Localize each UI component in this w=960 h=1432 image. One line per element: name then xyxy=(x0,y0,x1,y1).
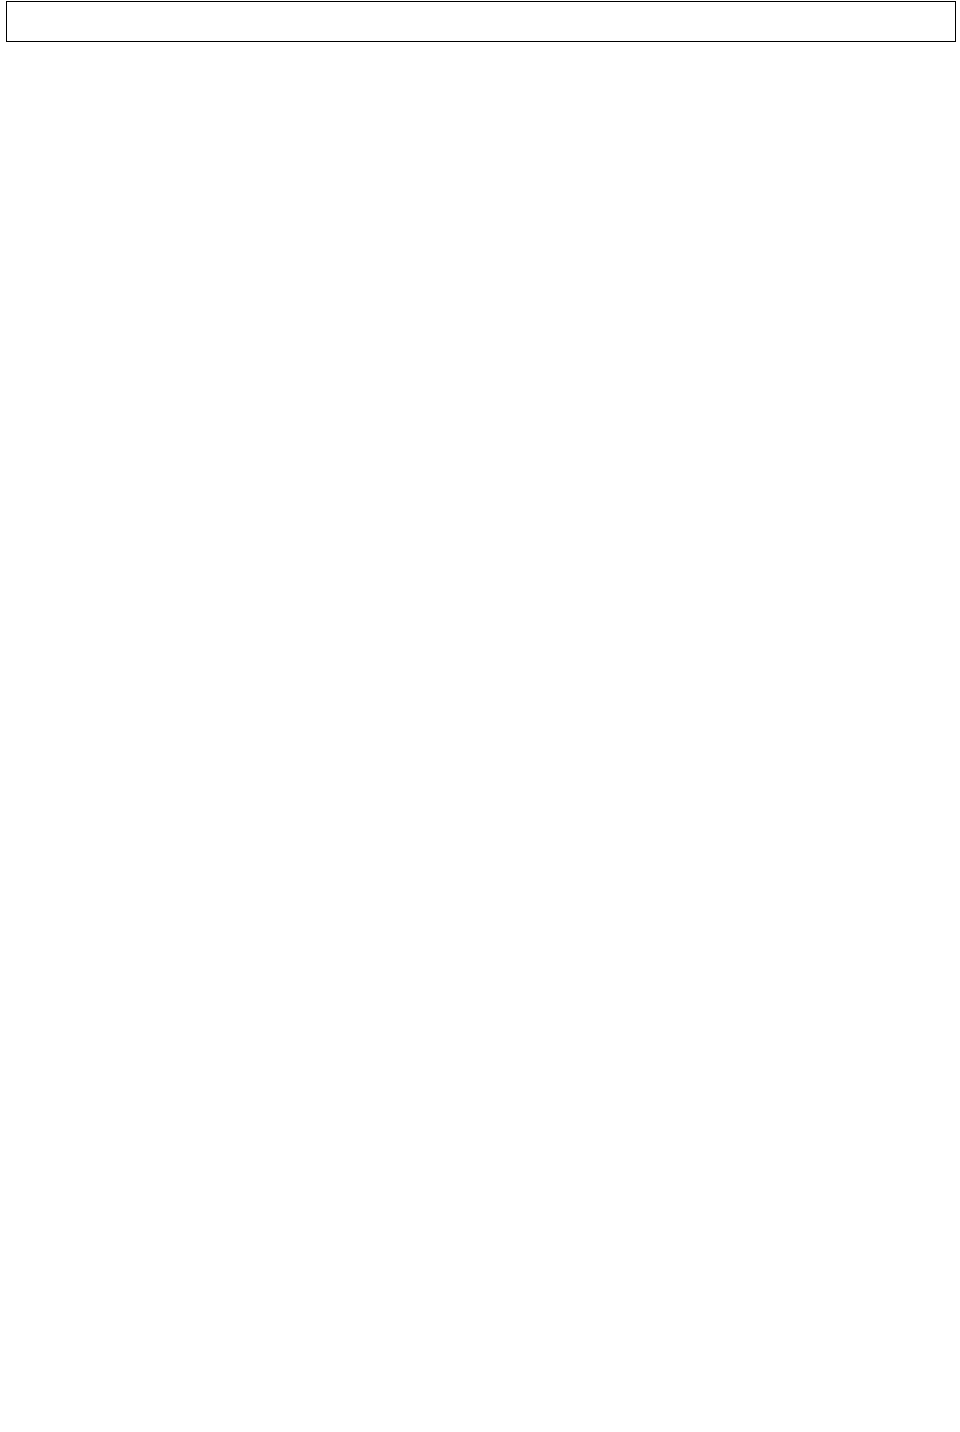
top-table-row-divider xyxy=(6,41,956,42)
top-table-border-left xyxy=(6,1,7,41)
top-table-border-right xyxy=(955,1,956,41)
top-table-border-top xyxy=(6,1,956,2)
